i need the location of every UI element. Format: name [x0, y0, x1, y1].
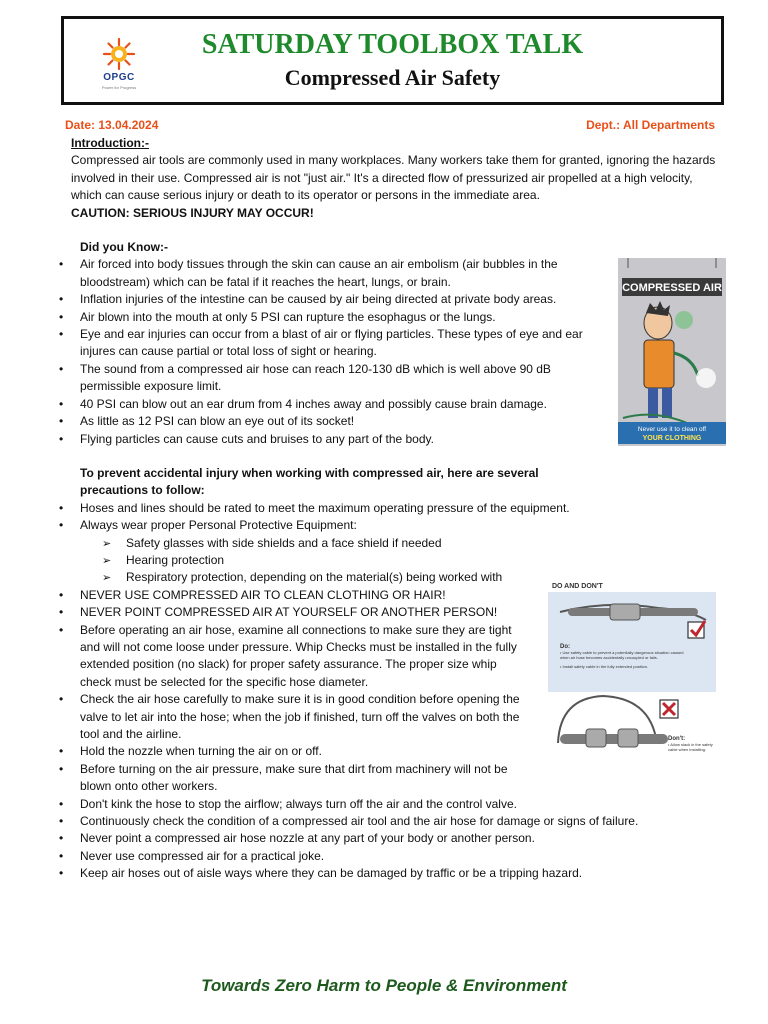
list-item: • Air blown into the mouth at only 5 PSI can rupture the esophagus or the lungs.	[56, 309, 588, 326]
list-item: • Hold the nozzle when turning the air on or off.	[56, 743, 526, 760]
list-item: • 40 PSI can blow out an ear drum from 4 inches away and possibly cause brain damage.	[56, 396, 588, 413]
footer-slogan: Towards Zero Harm to People & Environment	[201, 976, 567, 995]
poster2-dont-line1: • Allow slack in the safety cable when installing.	[668, 742, 713, 752]
logo-text: OPGC	[103, 72, 135, 83]
list-item: • Hoses and lines should be rated to meet the maximum operating pressure of the equipment.	[56, 500, 716, 517]
date-label: Date: 13.04.2024	[65, 118, 159, 132]
dept-label: Dept.: All Departments	[586, 118, 715, 132]
do-and-dont-poster	[548, 578, 716, 776]
list-item: • The sound from a compressed air hose can reach 120-130 dB which is well above 90 dB permissible exposure limit.	[56, 361, 588, 396]
poster2-do-line1: • Use safety cable to prevent a potentially dangerous situation caused when air hose becomes accidentally uncoupled or fails.	[560, 650, 684, 660]
caution-text: CAUTION: SERIOUS INJURY MAY OCCUR!	[71, 205, 314, 220]
list-item: • Don't kink the hose to stop the airflow; always turn off the air and the control valve.	[56, 796, 716, 813]
poster2-dont-label: Don't:	[668, 736, 686, 742]
poster1-caption2: YOUR CLOTHING	[642, 435, 702, 442]
precautions-heading: To prevent accidental injury when working with compressed air, here are several precautions to follow:	[80, 465, 539, 498]
list-item: • Never use compressed air for a practical joke.	[56, 848, 716, 865]
list-item: • As little as 12 PSI can blow an eye out of its socket!	[56, 413, 588, 430]
list-item: • Flying particles can cause cuts and bruises to any part of the body.	[56, 431, 588, 448]
list-item: ➢ Safety glasses with side shields and a face shield if needed	[56, 535, 716, 552]
intro-heading: Introduction:-	[71, 136, 149, 150]
did-you-know-list	[56, 256, 588, 447]
did-you-know-heading: Did you Know:-	[80, 240, 168, 255]
poster2-do-label: Do:	[560, 644, 570, 650]
list-item: • Eye and ear injuries can occur from a blast of air or flying particles. These types of eye and ear injures can cause partial or total loss of sight or hearing.	[56, 326, 588, 361]
intro-body: Compressed air tools are commonly used in many workplaces. Many workers take them for granted, ignoring the hazards involved in their use. Compressed air is not "just air." It's a directed flow of pressurized air propelled at a high velocity, which can cause serious injury or death to its operator or persons in the immediate area.	[71, 153, 716, 203]
list-item: • Before turning on the air pressure, make sure that dirt from machinery will not be blown onto other workers.	[56, 761, 526, 796]
list-item: • Check the air hose carefully to make sure it is in good condition before opening the valve to let air into the hose; when the job if finished, turn off the valves on both the tool and the airline.	[56, 691, 526, 743]
logo-tagline: Power for Progress	[101, 85, 137, 90]
page-title: SATURDAY TOOLBOX TALK	[201, 29, 584, 60]
list-item: • Air forced into body tissues through the skin can cause an air embolism (air bubbles in the bloodstream) which can be fatal if it reaches the heart, lungs, or brain.	[56, 256, 588, 291]
precautions-list-c	[56, 796, 716, 883]
precautions-list-a	[56, 500, 716, 535]
poster2-do-line2: • Install safety cable in the fully extended position.	[560, 664, 649, 669]
list-item: ➢ Respiratory protection, depending on the material(s) being worked with	[56, 569, 716, 586]
header-box	[61, 16, 724, 105]
list-item: ➢ Hearing protection	[56, 552, 716, 569]
list-item: • Never point a compressed air hose nozzle at any part of your body or another person.	[56, 830, 716, 847]
list-item: • Always wear proper Personal Protective Equipment:	[56, 517, 716, 534]
list-item: • Keep air hoses out of aisle ways where they can be damaged by traffic or be a tripping hazard.	[56, 865, 716, 882]
list-item: • NEVER POINT COMPRESSED AIR AT YOURSELF OR ANOTHER PERSON!	[56, 604, 526, 621]
list-item: • Inflation injuries of the intestine can be caused by air being directed at private body areas.	[56, 291, 588, 308]
compressed-air-poster	[618, 258, 726, 446]
poster2-heading: DO AND DON'T	[552, 583, 603, 590]
list-item: • Before operating an air hose, examine all connections to make sure they are tight and will not come loose under pressure. Whip Checks must be installed in the fully extended position (no slack) for proper safety assurance. The proper size whip check must be selected for the specific hose diameter.	[56, 622, 526, 692]
precautions-list-b	[56, 587, 526, 796]
poster1-caption1: Never use it to clean off	[637, 426, 707, 433]
list-item: • NEVER USE COMPRESSED AIR TO CLEAN CLOTHING OR HAIR!	[56, 587, 526, 604]
poster1-title: COMPRESSED AIR	[622, 282, 722, 294]
page-subtitle: Compressed Air Safety	[284, 65, 501, 90]
list-item: • Continuously check the condition of a compressed air tool and the air hose for damage or signs of failure.	[56, 813, 716, 830]
